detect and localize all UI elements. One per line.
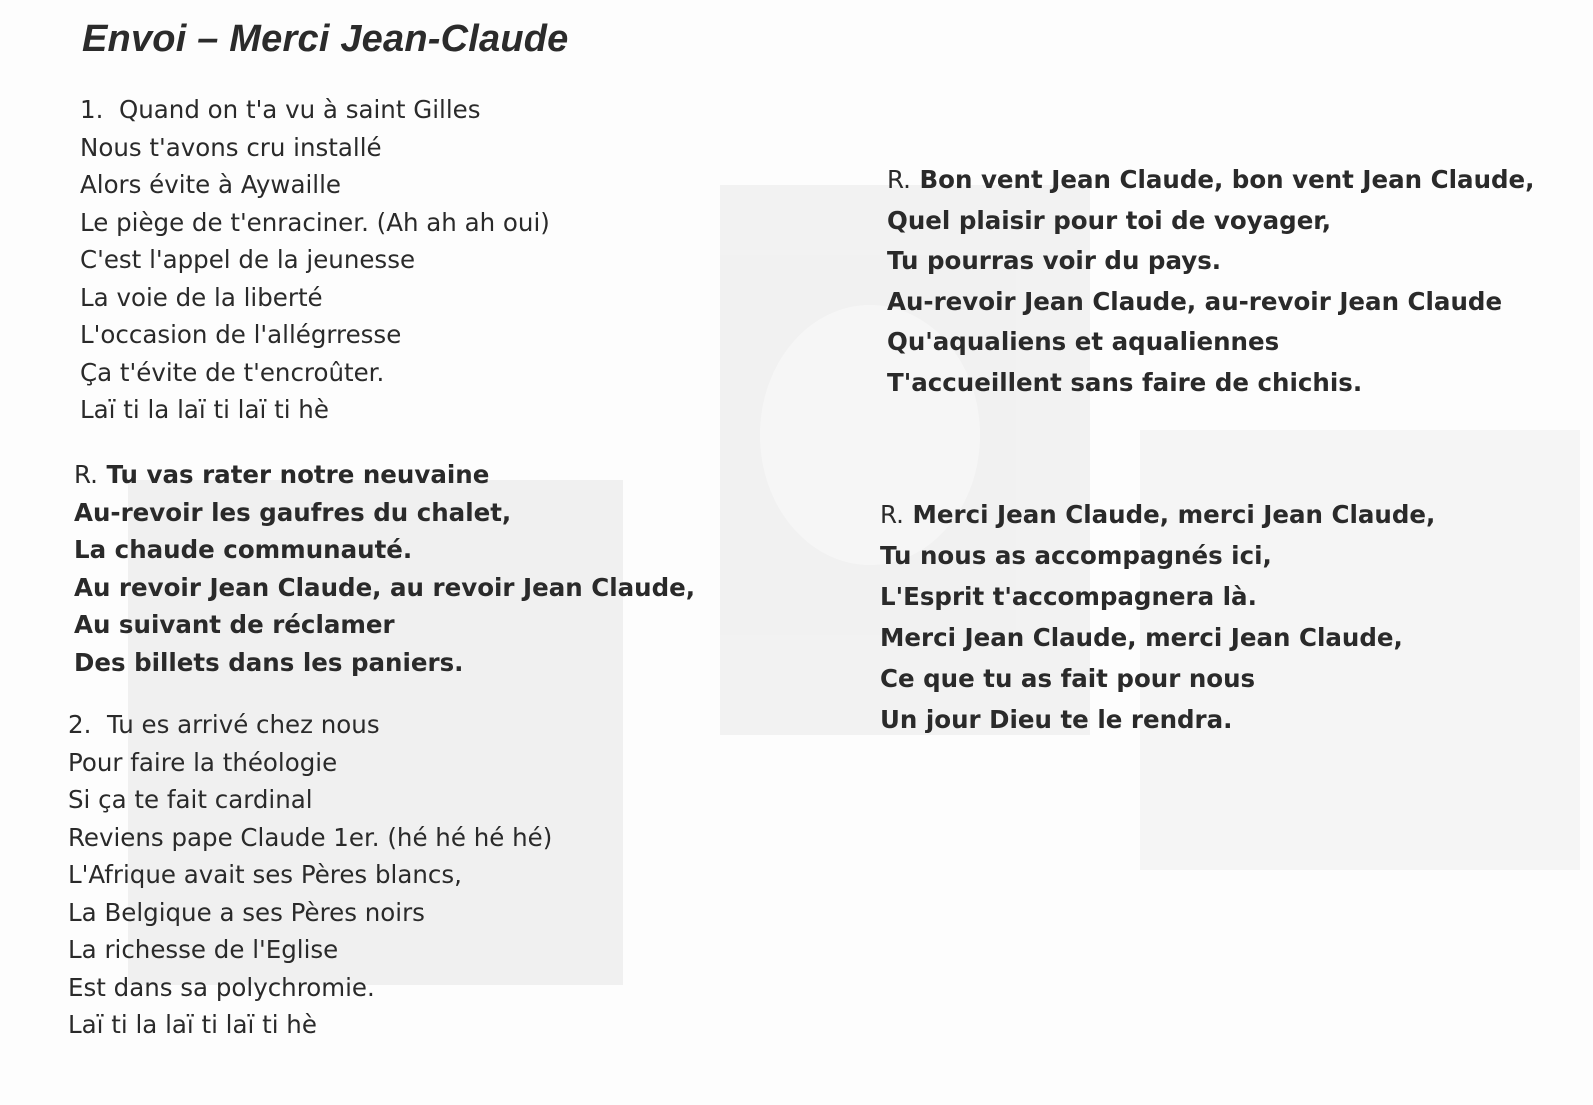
verse-line: L'occasion de l'allégrresse xyxy=(80,320,402,349)
refrain-line: Qu'aqualiens et aqualiennes xyxy=(887,327,1280,356)
refrain-1 xyxy=(74,456,695,681)
verse-number: 2. xyxy=(68,710,92,739)
verse-line: La voie de la liberté xyxy=(80,282,323,312)
refrain-marker: R. xyxy=(880,500,904,529)
verse-line: L'Afrique avait ses Pères blancs, xyxy=(68,860,462,889)
refrain-line: Au-revoir Jean Claude, au-revoir Jean Claude xyxy=(887,286,1503,316)
verse-line: Nous t'avons cru installé xyxy=(80,132,382,162)
refrain-line: L'Esprit t'accompagnera là. xyxy=(880,582,1257,611)
refrain-line: La chaude communauté. xyxy=(74,535,413,564)
refrain-line: Au suivant de réclamer xyxy=(74,610,395,639)
song-title: Envoi – Merci Jean-Claude xyxy=(82,18,569,60)
verse-line: 1. Quand on t'a vu à saint Gilles xyxy=(80,95,481,124)
refrain-line: R. Tu vas rater notre neuvaine xyxy=(74,460,490,489)
verse-2 xyxy=(68,706,552,1044)
verse-line: Est dans sa polychromie. xyxy=(68,972,375,1002)
verse-line: La Belgique a ses Pères noirs xyxy=(68,897,425,927)
refrain-2 xyxy=(887,160,1534,403)
verse-line: Pour faire la théologie xyxy=(68,747,338,777)
verse-line: Si ça te fait cardinal xyxy=(68,785,313,814)
refrain-line: Tu pourras voir du pays. xyxy=(887,246,1222,275)
verse-line: C'est l'appel de la jeunesse xyxy=(80,245,416,274)
verse-line: 2. Tu es arrivé chez nous xyxy=(68,710,380,739)
refrain-3 xyxy=(880,494,1435,740)
refrain-line: Merci Jean Claude, merci Jean Claude, xyxy=(880,623,1403,652)
refrain-line: Ce que tu as fait pour nous xyxy=(880,664,1256,693)
verse-line: Alors évite à Aywaille xyxy=(80,170,341,199)
refrain-line: Tu nous as accompagnés ici, xyxy=(880,541,1272,570)
verse-1 xyxy=(80,91,550,429)
refrain-marker: R. xyxy=(74,460,98,489)
verse-line: La richesse de l'Eglise xyxy=(68,935,339,964)
verse-line: Reviens pape Claude 1er. (hé hé hé hé) xyxy=(68,822,553,852)
verse-line: Ça t'évite de t'encroûter. xyxy=(80,357,385,387)
verse-number: 1. xyxy=(80,95,104,124)
verse-line: Laï ti la laï ti laï ti hè xyxy=(68,1010,317,1039)
refrain-line: Des billets dans les paniers. xyxy=(74,647,464,677)
refrain-line: R. Merci Jean Claude, merci Jean Claude, xyxy=(880,500,1436,529)
refrain-line: R. Bon vent Jean Claude, bon vent Jean Claude, xyxy=(887,165,1535,194)
refrain-line: T'accueillent sans faire de chichis. xyxy=(887,367,1363,397)
refrain-line: Quel plaisir pour toi de voyager, xyxy=(887,205,1332,235)
verse-line: Le piège de t'enraciner. (Ah ah ah oui) xyxy=(80,207,550,237)
refrain-line: Au-revoir les gaufres du chalet, xyxy=(74,497,512,527)
refrain-line: Au revoir Jean Claude, au revoir Jean Claude, xyxy=(74,572,696,602)
verse-line: Laï ti la laï ti laï ti hè xyxy=(80,395,329,424)
refrain-marker: R. xyxy=(887,165,911,194)
refrain-line: Un jour Dieu te le rendra. xyxy=(880,705,1233,734)
